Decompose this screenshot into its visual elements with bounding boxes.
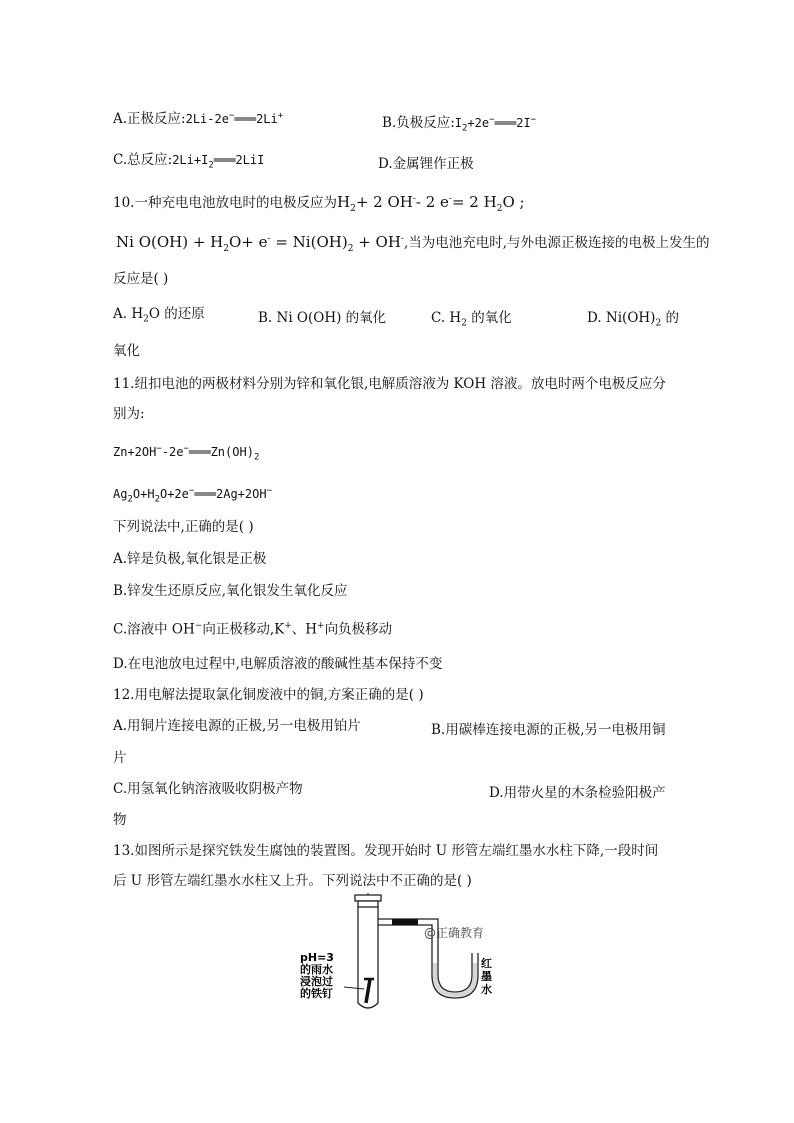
q9-b-formula-left: I [454,116,462,130]
label-ink: 墨 [481,970,492,983]
label-ph: pH=3 [300,951,334,964]
q11-eq1-left: Zn+2OH [113,445,157,459]
q9-b-formula-right: 2I [516,116,531,130]
q9-a-formula-right: 2Li [256,112,278,126]
corrosion-apparatus-figure [300,893,500,1013]
q12-option-d-cont: 物 [113,812,127,828]
q10-eq2-b: O+ e [229,233,268,251]
q13-stem-line1: 13.如图所示是探究铁发生腐蚀的装置图。发现开始时 U 形管左端红墨水水柱下降,一段时间 [113,843,659,859]
q11-stem-line1: 11.纽扣电池的两极材料分别为锌和氧化银,电解质溶液为 KOH 溶液。放电时两个电极反应分 [113,376,666,392]
q11-stem-line2: 别为: [113,406,145,422]
q12-option-a: A.用铜片连接电源的正极,另一电极用铂片 [113,718,361,734]
stopper-neck [358,901,378,907]
q10-opt-d-pre: D. Ni(OH) [587,310,656,326]
q10-option-c: C. $H_2$ 的氧化 [431,310,512,329]
q9-a-label: A.正极反应: [113,111,186,127]
q10-eq2-d: + OH [358,233,401,251]
q9-option-d: D.金属锂作正极 [378,156,474,172]
q11-eq2-right: 2Ag+2OH [216,487,267,501]
q9-b-label: B.负极反应: [382,115,455,131]
label-red: 红 [481,957,492,970]
label-iron-nail: 的铁钉 [300,987,333,1000]
q12-stem: 12.用电解法提取氯化铜废液中的铜,方案正确的是( ) [113,687,424,703]
q10-stem-line2: Ni $O(OH) + H_2O+ e^- = Ni(OH)_2 + OH^-$,当为电池充电时,与外电源正极连接的电极上发生的 [116,233,710,254]
q9-option-a: A.正极反应:2Li-2e−═══2Li+ [113,111,284,127]
q10-option-d: D. $Ni(OH)_2$ 的 [587,310,679,329]
q9-a-formula-left: 2Li-2e [185,112,229,126]
q10-eq1-e: - 2 e [415,193,449,211]
q10-opt-a-pre: A. H [113,306,144,322]
q10-opt-c-post: 的氧化 [466,310,512,326]
tube-clamp [392,919,418,925]
q11-equation-1: $Zn+2OH^--2e^-═══Zn(OH)_2$ [113,444,260,463]
q10-opt-a-post: O 的还原 [148,306,205,322]
q11-eq2-left: Ag [113,487,128,501]
q9-c-label: C.总反应: [113,152,173,168]
q10-opt-d-post: 的 [661,310,679,326]
q11-option-a: A.锌是负极,氧化银是正极 [113,551,267,567]
q11-option-d: D.在电池放电过程中,电解质溶液的酸碱性基本保持不变 [113,656,443,672]
q12-option-b-cont: 片 [113,750,127,766]
q10-option-d-cont: 氧化 [113,343,140,359]
q10-eq1-o: O ; [502,193,525,211]
stopper [355,895,381,901]
q13-stem-line2: 后 U 形管左端红墨水水柱又上升。下列说法中不正确的是( ) [113,873,472,889]
q12-option-d: D.用带火星的木条检验阳极产 [489,785,666,801]
q10-option-a: A. $H_2O$ 的还原 [113,306,205,325]
q9-c-formula-right: 2LiI [235,153,265,167]
watermark-text: @正确教育 [424,926,485,940]
u-tube-inner [438,953,472,992]
q9-option-c: C.总反应$:2Li+I_2═══2LiI$ [113,152,265,171]
q10-stem-end: 反应是( ) [113,271,169,287]
q9-c-formula-left: 2Li+I [172,153,209,167]
leader-line [344,987,364,989]
q11-opt-c-mid2: 、H [291,621,318,638]
q11-opt-c-mid: 向正极移动,K [202,621,285,638]
iron-nail [366,979,370,1003]
q11-option-c: C.溶液中 OH−向正极移动,K+、H+向负极移动 [113,621,393,638]
q9-option-b: B.负极反应$:I_2+2e^-═══2I^-$ [382,115,537,134]
q11-eq2-mid: O+H [132,487,155,501]
q9-b-formula-mid: +2e [467,116,490,130]
q10-option-b: B. Ni O(OH) 的氧化 [258,310,387,326]
q11-equation-2: $Ag_2O+H_2O+2e^-═══2Ag+2OH^-$ [113,486,272,505]
label-soaked: 浸泡过 [300,975,333,988]
q10-eq1-mid: + 2 OH [355,193,413,211]
label-rainwater: 的雨水 [300,963,333,976]
q10-eq2-c: = Ni(OH) [275,233,348,251]
q11-opt-c-post: 向负极移动 [324,621,393,638]
q10-stem-line1: 10.一种充电电池放电时的电极反应为$H_2+ 2$ OH-- 2 e-= 2 $H_2O$ ; [113,193,525,214]
q11-question: 下列说法中,正确的是( ) [113,519,254,535]
q10-eq2-a: Ni O(OH) + H [116,233,224,251]
q11-opt-c-pre: C.溶液中 OH [113,621,195,638]
label-water: 水 [481,983,492,996]
q11-option-b: B.锌发生还原反应,氧化银发生氧化反应 [113,583,348,599]
q10-stem-intro: 10.一种充电电池放电时的电极反应为 [113,195,337,211]
q11-eq1-right: Zn(OH) [210,445,254,459]
q10-eq1-left: H [336,193,351,211]
q10-opt-c-pre: C. H [431,310,462,326]
apparatus-diagram [300,893,500,1013]
q10-eq2-tail: ,当为电池充电时,与外电源正极连接的电极上发生的 [403,235,710,251]
q11-eq1-mid: -2e [161,445,184,459]
q10-eq1-right: = 2 H [451,193,497,211]
q12-option-b: B.用碳棒连接电源的正极,另一电极用铜 [431,722,666,738]
q12-option-c: C.用氢氧化钠溶液吸收阴极产物 [113,781,303,797]
q11-eq2-mid2: O+2e [159,487,189,501]
